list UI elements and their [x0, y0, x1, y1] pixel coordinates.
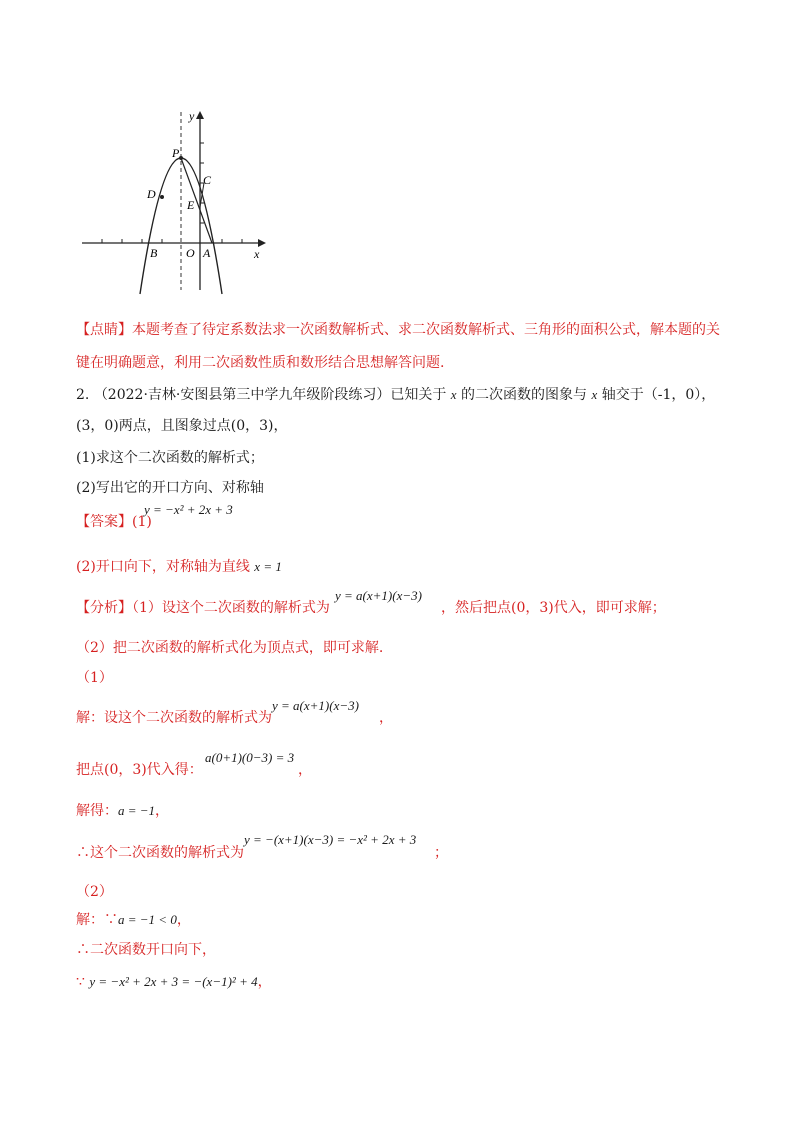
- solution-step1: [76, 708, 272, 728]
- solution-step4-end: ；: [434, 845, 448, 861]
- solution-step7-text: ∵: [76, 974, 85, 990]
- point-comment-line1: 本题考查了待定系数法求一次函数解析式、求二次函数解析式、三角形的面积公式，解本题的关: [132, 322, 720, 338]
- solution-step7: [76, 972, 272, 992]
- analysis-line1: [76, 598, 330, 618]
- solution-step4-text: ∴这个二次函数的解析式为: [76, 845, 244, 861]
- point-comment-line2: 键在明确题意，利用二次函数性质和数形结合思想解答问题.: [76, 355, 445, 371]
- analysis-text-a: （1）设这个二次函数的解析式为: [132, 600, 330, 616]
- problem-line2: (3，0)两点，且图象过点(0，3)，: [76, 418, 288, 434]
- problem-var-x2: x: [591, 387, 598, 402]
- solution-step1-end: ，: [379, 710, 393, 726]
- solution-step5-math: a = −1 < 0: [118, 912, 177, 927]
- solution-step4: [76, 843, 244, 863]
- problem-text-b: 的二次函数的图象与: [461, 387, 588, 403]
- point-comment-tag: 【点睛】: [76, 322, 132, 338]
- answer-tag: 【答案】: [76, 514, 132, 530]
- answer-part1-label: (1): [132, 514, 152, 530]
- x-axis-arrow: [258, 239, 266, 247]
- label-e: E: [187, 198, 195, 212]
- problem-text-c: 轴交于（-1，0），: [601, 387, 716, 403]
- point-p: [179, 156, 183, 160]
- solution-step6: ∴二次函数开口向下，: [76, 942, 216, 958]
- solution-step4-math: y = −(x+1)(x−3) = −x² + 2x + 3: [244, 832, 417, 847]
- label-y: y: [189, 109, 195, 123]
- problem-question2: (2)写出它的开口方向、对称轴: [76, 480, 264, 496]
- solution-step2-math: a(0+1)(0−3) = 3: [205, 750, 295, 765]
- answer-part1-math: y = −x² + 2x + 3: [144, 502, 233, 517]
- label-p: P: [172, 146, 180, 160]
- solution-step5-text: 解：∵: [76, 912, 118, 928]
- solution-step2-text: 把点(0，3)代入得：: [76, 762, 203, 778]
- solution-step7-end: ，: [257, 974, 272, 990]
- solution-step1-math: y = a(x+1)(x−3): [272, 698, 359, 713]
- solution-step2: [76, 760, 203, 780]
- solution-step3-end: ，: [155, 803, 170, 819]
- answer-line1: [76, 512, 152, 532]
- solution-part2-label: （2）: [76, 884, 113, 900]
- problem-source: （2022·吉林·安图县第三中学九年级阶段练习）: [93, 387, 391, 403]
- problem-number: 2.: [76, 387, 90, 403]
- label-d: D: [147, 187, 156, 201]
- label-o: O: [186, 246, 195, 260]
- y-axis-arrow: [196, 111, 204, 119]
- solution-step5: [76, 910, 191, 930]
- label-x: x: [254, 247, 260, 261]
- problem-var-x: x: [450, 387, 457, 402]
- solution-step3-math: a = −1: [118, 803, 156, 818]
- solution-step7-math: y = −x² + 2x + 3 = −(x−1)² + 4: [89, 974, 258, 989]
- answer-line2: [76, 557, 282, 577]
- analysis-math: y = a(x+1)(x−3): [335, 588, 422, 603]
- analysis-text-b: ，然后把点(0，3)代入，即可求解；: [441, 600, 666, 616]
- problem-question1: (1)求这个二次函数的解析式；: [76, 450, 264, 466]
- point-d: [160, 195, 164, 199]
- label-c: C: [203, 173, 212, 187]
- solution-step3: [76, 801, 169, 821]
- parabola-figure: [76, 104, 276, 300]
- line-pa: [181, 158, 212, 243]
- solution-part1-label: （1）: [76, 670, 113, 686]
- point-comment: [76, 320, 720, 340]
- problem-line1: [76, 385, 715, 405]
- solution-step1-text: 解：设这个二次函数的解析式为: [76, 710, 272, 726]
- answer-part2-text: (2)开口向下，对称轴为直线: [76, 559, 250, 575]
- analysis-line2: （2）把二次函数的解析式化为顶点式，即可求解.: [76, 640, 384, 656]
- solution-step5-end: ，: [176, 912, 191, 928]
- solution-step3-text: 解得：: [76, 803, 118, 819]
- answer-part2-math: x = 1: [254, 559, 282, 574]
- label-a: A: [203, 246, 211, 260]
- problem-text-a: 已知关于: [390, 387, 447, 403]
- solution-step2-end: ，: [298, 762, 312, 778]
- label-b: B: [150, 246, 158, 260]
- analysis-tag: 【分析】: [76, 600, 132, 616]
